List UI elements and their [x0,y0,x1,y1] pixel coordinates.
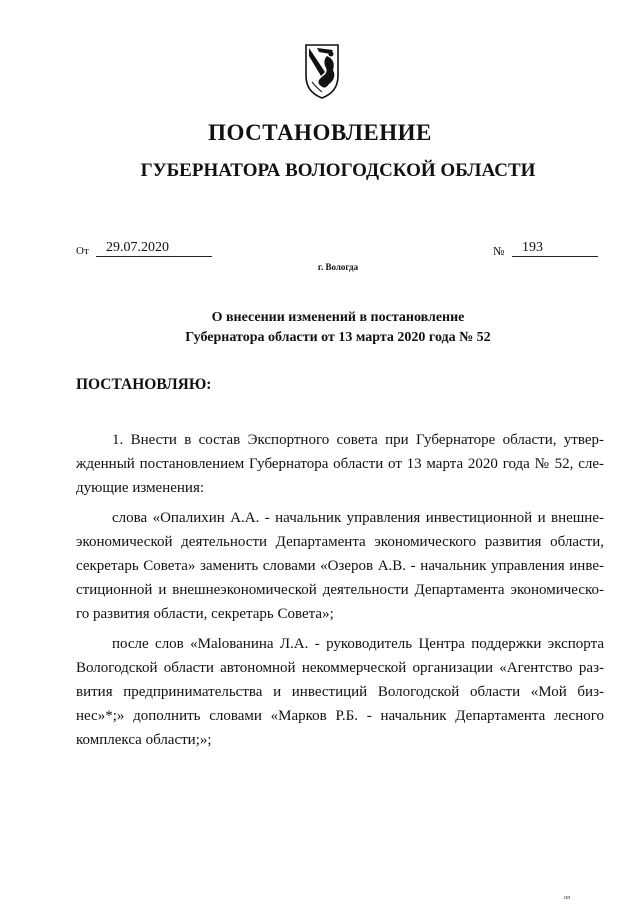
paragraph-line: дующие изменения: [76,480,205,496]
paragraph-line: слова «Опалихин А.А. - начальник управления инвестиционной и внешне- [112,510,604,526]
doc-date: 29.07.2020 [96,240,212,257]
paragraph-line: после слов «Мalованина Л.А. - руководитель Центра поддержки экспорта [112,636,604,652]
paragraph-line: жденный постановлением Губернатора области от 13 марта 2020 года № 52, сле- [76,456,604,472]
subject-line-1: О внесении изменений в постановление [211,310,465,325]
coat-of-arms-emblem [303,42,341,100]
paragraph-3 [76,632,604,752]
paragraph-1 [76,428,604,500]
page-mark: нп [564,895,571,901]
paragraph-line: Вологодской области автономной некоммерческой организации «Агентство раз- [76,660,604,676]
paragraph-line: экономической деятельности Департамента экономического развития области, [76,534,604,550]
paragraph-line: стиционной и внешнеэкономической деятельности Департамента экономическо- [76,582,604,598]
doc-number: 193 [512,240,598,257]
paragraph-line: 1. Внести в состав Экспортного совета при Губернаторе области, утвер- [112,432,604,448]
paragraph-2 [76,506,604,626]
paragraph-line: го развития области, секретарь Совета»; [76,606,334,622]
paragraph-line: нес»*;» дополнить словами «Марков Р.Б. - начальник Департамента лесного [76,708,604,724]
doc-subtitle: ГУБЕРНАТОРА ВОЛОГОДСКОЙ ОБЛАСТИ [140,160,536,181]
number-prefix: № [493,244,505,258]
doc-title: ПОСТАНОВЛЕНИЕ [208,120,432,145]
paragraph-line: комплекса области;»; [76,732,212,748]
subject-line-2: Губернатора области от 13 марта 2020 года № 52 [185,330,491,345]
doc-city: г. Вологда [317,262,359,272]
doc-body [76,428,604,752]
doc-subject [0,308,640,348]
paragraph-line: вития предпринимательства и инвестиций Вологодской области «Мой биз- [76,684,604,700]
date-prefix: От [76,245,89,257]
paragraph-line: секретарь Совета» заменить словами «Озеров А.В. - начальник управления инве- [76,558,604,574]
decree-heading: ПОСТАНОВЛЯЮ: [76,376,212,393]
